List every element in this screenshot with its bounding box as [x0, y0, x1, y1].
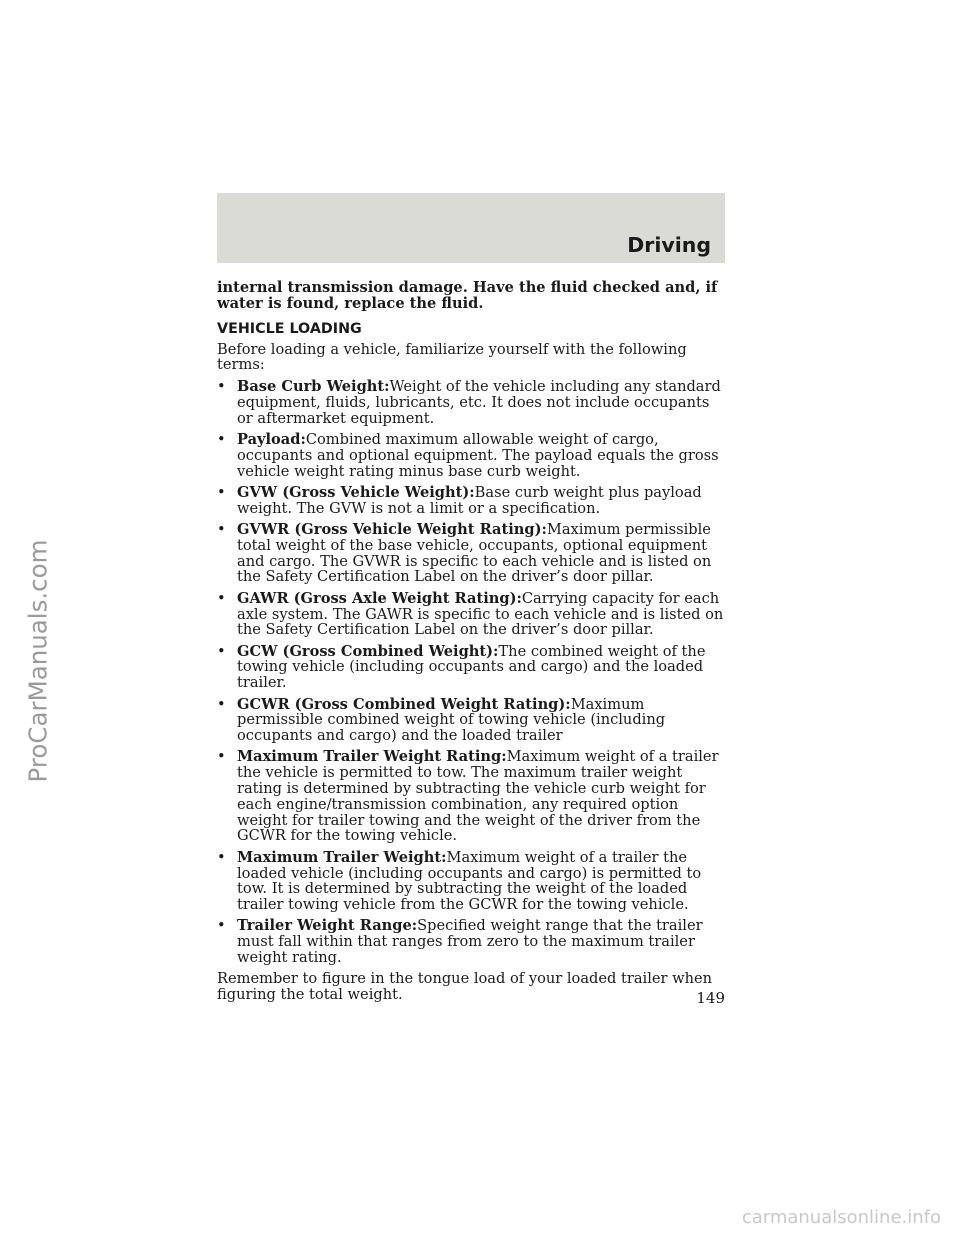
closing-paragraph: Remember to figure in the tongue load of your loaded trailer when figuring the total weight.: [217, 970, 713, 1004]
term-definition: The combined weight of the towing vehicle (including occupants and cargo) and the loaded trailer.: [237, 642, 706, 692]
term-definition: Maximum permissible combined weight of towing vehicle (including occupants and cargo) and the loaded trailer: [237, 695, 666, 745]
term-definition: Maximum weight of a trailer the loaded vehicle (including occupants and cargo) is permitted to tow. It is determined by subtracting the weight of the loaded trailer towing vehicle from the GCWR for the towing vehicle.: [237, 848, 702, 914]
bullet: •: [217, 483, 226, 501]
term-name: GCWR (Gross Combined Weight Rating):: [237, 695, 571, 713]
bottom-watermark: carmanualsonline.info: [741, 1207, 941, 1228]
intro-paragraph: internal transmission damage. Have the fluid checked and, if water is found, replace the fluid.: [217, 279, 718, 312]
term-definition: Maximum permissible total weight of the base vehicle, occupants, optional equipment and cargo. The GVWR is specific to each vehicle and is listed on the Safety Certification Label on the driver’s door pillar.: [237, 521, 712, 586]
term-definition: Weight of the vehicle including any standard equipment, fluids, lubricants, etc. It does not include occupants or aftermarket equipment.: [237, 378, 721, 427]
term-name: GVWR (Gross Vehicle Weight Rating):: [237, 521, 547, 539]
page-number: 149: [696, 989, 725, 1007]
bullet: •: [217, 695, 226, 713]
term-name: Payload:: [237, 431, 306, 449]
term-item: [217, 485, 729, 517]
term-item: [217, 918, 729, 965]
bullet: •: [217, 378, 226, 396]
term-name: Base Curb Weight:: [237, 378, 390, 396]
term-name: GAWR (Gross Axle Weight Rating):: [237, 589, 522, 607]
term-definition: Combined maximum allowable weight of cargo, occupants and optional equipment. The payload equals the gross vehicle weight rating minus base curb weight.: [237, 431, 719, 480]
bullet: •: [217, 642, 226, 660]
side-watermark-text: ProCarManuals.com: [23, 539, 53, 783]
bullet: •: [217, 848, 226, 866]
bullet: •: [217, 917, 226, 935]
terms-list: [217, 379, 729, 966]
section-header-band: [217, 193, 725, 263]
side-watermark: [8, 506, 68, 816]
bullet: •: [217, 589, 226, 607]
term-definition: Base curb weight plus payload weight. The GVW is not a limit or a specification.: [237, 483, 702, 517]
term-definition: Specified weight range that the trailer must fall within that ranges from zero to the maximum trailer weight rating.: [237, 917, 703, 966]
term-item: [217, 644, 729, 691]
term-item: [217, 850, 729, 913]
term-name: Maximum Trailer Weight Rating:: [237, 748, 507, 766]
term-definition: Maximum weight of a trailer the vehicle is permitted to tow. The maximum trailer weight rating is determined by subtracting the vehicle curb weight for each engine/transmission combination, any required option weight for trailer towing and the weight of the driver from the GCWR for the towing vehicle.: [237, 748, 719, 845]
bullet: •: [217, 521, 226, 539]
term-item: [217, 432, 729, 479]
term-item: [217, 749, 729, 844]
bullet: •: [217, 431, 226, 449]
lead-paragraph: Before loading a vehicle, familiarize yourself with the following terms:: [217, 340, 687, 374]
page-body: [217, 280, 729, 1003]
term-name: GVW (Gross Vehicle Weight):: [237, 483, 475, 501]
term-item: [217, 379, 729, 426]
term-name: GCW (Gross Combined Weight):: [237, 642, 499, 660]
vehicle-loading-heading: VEHICLE LOADING: [217, 320, 362, 337]
term-item: [217, 591, 729, 638]
term-name: Trailer Weight Range:: [237, 917, 418, 935]
bullet: •: [217, 748, 226, 766]
term-name: Maximum Trailer Weight:: [237, 848, 447, 866]
term-item: [217, 522, 729, 585]
section-title: Driving: [627, 233, 711, 257]
term-item: [217, 697, 729, 744]
term-definition: Carrying capacity for each axle system. The GAWR is specific to each vehicle and is listed on the Safety Certification Label on the driver’s door pillar.: [237, 589, 724, 639]
